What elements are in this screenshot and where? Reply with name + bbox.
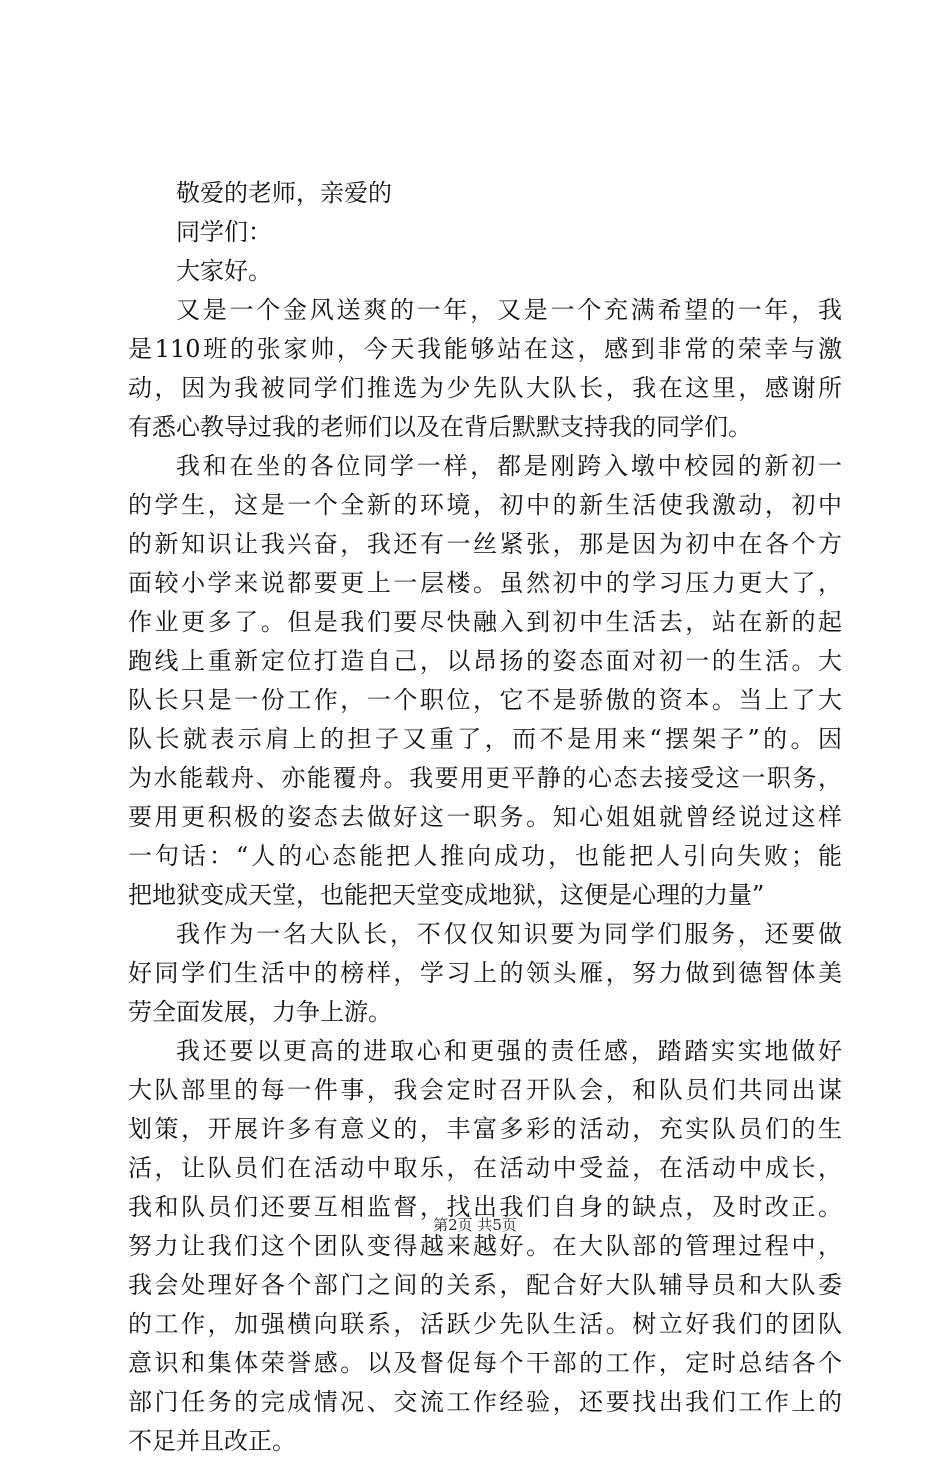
text-line: 不足并且改正。 — [128, 1427, 296, 1455]
text-line: 活，让队员们在活动中取乐，在活动中受益，在活动中成长， — [128, 1154, 842, 1182]
text-line: 部门任务的完成情况、交流工作经验，还要找出我们工作上的 — [128, 1388, 842, 1416]
text-line: 劳全面发展，力争上游。 — [128, 998, 392, 1026]
text-line: 又是一个金风送爽的一年，又是一个充满希望的一年，我 — [176, 296, 842, 324]
text-line: 要用更积极的姿态去做好这一职务。知心姐姐就曾经说过这样 — [128, 803, 842, 831]
text-line: 一句话：“人的心态能把人推向成功，也能把人引向失败；能 — [128, 842, 842, 870]
text-line: 作业更多了。但是我们要尽快融入到初中生活去，站在新的起 — [128, 608, 842, 636]
text-line: 大队部里的每一件事，我会定时召开队会，和队员们共同出谋 — [128, 1076, 842, 1104]
text-line: 跑线上重新定位打造自己，以昂扬的姿态面对初一的生活。大 — [128, 647, 842, 675]
text-line: 好同学们生活中的榜样，学习上的领头雁，努力做到德智体美 — [128, 959, 842, 987]
text-line: 同学们： — [176, 218, 272, 246]
text-line: 是110班的张家帅，今天我能够站在这，感到非常的荣幸与激 — [128, 335, 842, 363]
text-line: 的工作，加强横向联系，活跃少先队生活。树立好我们的团队 — [128, 1310, 842, 1338]
text-line: 我和队员们还要互相监督，找出我们自身的缺点，及时改正。 — [128, 1193, 842, 1221]
text-line: 敬爱的老师，亲爱的 — [176, 179, 392, 207]
text-line: 队长只是一份工作，一个职位，它不是骄傲的资本。当上了大 — [128, 686, 842, 714]
text-line: 我和在坐的各位同学一样，都是刚跨入墩中校园的新初一 — [176, 452, 842, 480]
text-line: 有悉心教导过我的老师们以及在背后默默支持我的同学们。 — [128, 413, 752, 441]
page-number-footer: 第2页 共5页 — [433, 1216, 517, 1234]
text-line: 队长就表示肩上的担子又重了，而不是用来“摆架子”的。因 — [128, 725, 842, 753]
text-line: 意识和集体荣誉感。以及督促每个干部的工作，定时总结各个 — [128, 1349, 842, 1377]
text-line: 面较小学来说都要更上一层楼。虽然初中的学习压力更大了， — [128, 569, 842, 597]
document-body — [128, 174, 842, 1461]
text-line: 为水能载舟、亦能覆舟。我要用更平静的心态去接受这一职务， — [128, 764, 842, 792]
text-line: 划策，开展许多有意义的，丰富多彩的活动，充实队员们的生 — [128, 1115, 842, 1143]
text-line: 努力让我们这个团队变得越来越好。在大队部的管理过程中， — [128, 1232, 842, 1260]
text-line: 动，因为我被同学们推选为少先队大队长，我在这里，感谢所 — [128, 374, 842, 402]
text-line: 大家好。 — [176, 257, 272, 285]
text-line: 把地狱变成天堂，也能把天堂变成地狱，这便是心理的力量” — [128, 881, 765, 909]
text-line: 我还要以更高的进取心和更强的责任感，踏踏实实地做好 — [176, 1037, 842, 1065]
text-line: 的新知识让我兴奋，我还有一丝紧张，那是因为初中在各个方 — [128, 530, 842, 558]
text-line: 我会处理好各个部门之间的关系，配合好大队辅导员和大队委 — [128, 1271, 842, 1299]
text-line: 的学生，这是一个全新的环境，初中的新生活使我激动，初中 — [128, 491, 842, 519]
text-line: 我作为一名大队长，不仅仅知识要为同学们服务，还要做 — [176, 920, 842, 948]
